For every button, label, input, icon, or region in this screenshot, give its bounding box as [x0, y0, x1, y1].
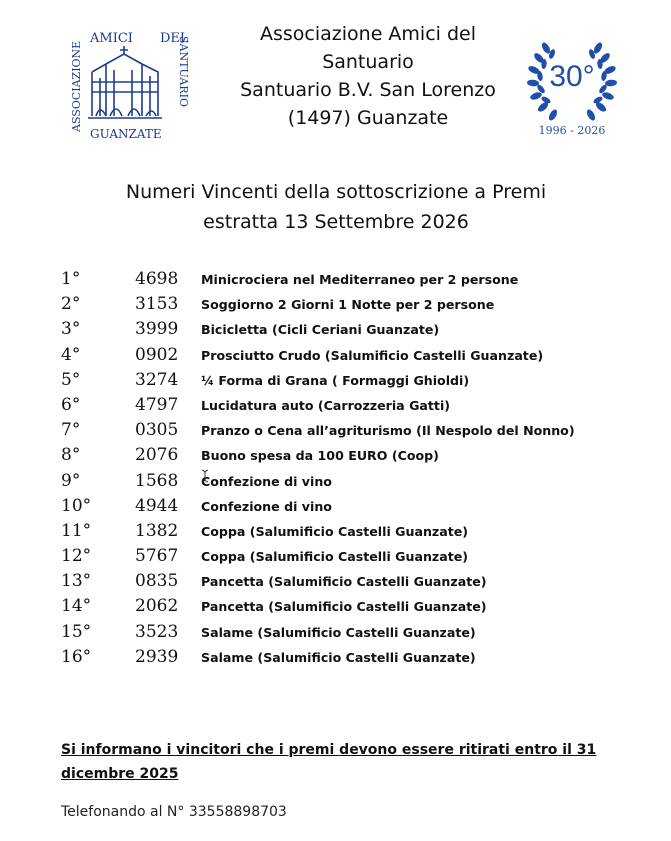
text-cursor-icon: [201, 469, 209, 483]
prize-row: [61, 368, 641, 393]
anniversary-logo: [524, 28, 620, 140]
prize-description: Salame (Salumificio Castelli Guanzate): [201, 649, 476, 665]
collection-notice: Si informano i vincitori che i premi devono essere ritirati entro il 31 dicembre 2025: [61, 742, 597, 782]
prize-rank: 3°: [61, 319, 81, 340]
prize-description: Confezione di vino: [201, 498, 332, 514]
prize-description: Coppa (Salumificio Castelli Guanzate): [201, 549, 469, 565]
prize-row: [61, 343, 641, 368]
prize-row: [61, 620, 641, 645]
prize-description: Pancetta (Salumificio Castelli Guanzate): [201, 599, 487, 615]
winning-number: 3523: [135, 621, 179, 642]
winning-number: 4797: [135, 394, 179, 415]
prize-row: [61, 645, 641, 670]
prize-rank: 1°: [61, 269, 81, 289]
prize-description: Confezione di vino: [201, 473, 332, 489]
winning-number: 2076: [135, 445, 179, 466]
prize-rank: 2°: [61, 294, 81, 315]
winning-number: 2939: [135, 646, 179, 667]
winning-number: 1382: [135, 520, 179, 541]
prize-row: [61, 544, 641, 569]
org-line-3: Santuario B.V. San Lorenzo: [240, 79, 496, 101]
winning-number: 4944: [135, 495, 179, 516]
draw-heading: [60, 177, 612, 237]
logo-top-left: AMICI: [90, 31, 133, 46]
prize-rank: 8°: [61, 445, 81, 466]
logo-arc-right: SANTUARIO: [177, 36, 190, 107]
winning-number: 3274: [135, 369, 179, 390]
prize-rank: 11°: [61, 520, 92, 541]
prize-description: Pranzo o Cena all’agriturismo (Il Nespolo del Nonno): [201, 423, 575, 439]
prize-description: Soggiorno 2 Giorni 1 Notte per 2 persone: [201, 297, 495, 313]
anniversary-number: 30°: [549, 60, 595, 93]
prize-description: Prosciutto Crudo (Salumificio Castelli Guanzate): [201, 347, 544, 363]
prize-description: Lucidatura auto (Carrozzeria Gatti): [201, 397, 451, 413]
prize-rank: 5°: [61, 369, 81, 390]
prize-row: [61, 317, 641, 342]
heading-line-2: estratta 13 Settembre 2026: [203, 211, 469, 233]
winning-number: 5767: [135, 546, 179, 567]
prize-description: Buono spesa da 100 EURO (Coop): [201, 448, 439, 464]
prize-rank: 16°: [61, 646, 92, 667]
prize-description: Minicrociera nel Mediterraneo per 2 persone: [201, 272, 519, 287]
prize-rank: 9°: [61, 470, 81, 491]
logo-bottom: GUANZATE: [90, 127, 162, 141]
prize-description: Coppa (Salumificio Castelli Guanzate): [201, 523, 469, 539]
prize-row: [61, 469, 641, 494]
winning-number: 0835: [135, 571, 179, 592]
prize-rank: 14°: [61, 596, 92, 617]
prize-rank: 7°: [61, 420, 81, 441]
org-line-2: Santuario: [322, 51, 414, 73]
winning-number: 2062: [135, 596, 179, 617]
org-line-1: Associazione Amici del: [259, 23, 476, 45]
prize-row: [61, 494, 641, 519]
prize-row: [61, 519, 641, 544]
association-logo: [62, 20, 190, 142]
winning-number: 3999: [135, 319, 179, 340]
phone-contact: Telefonando al N° 33558898703: [61, 804, 287, 820]
prize-row: [61, 292, 641, 317]
logo-arc-left: ASSOCIAZIONE: [70, 40, 83, 132]
prize-description: Pancetta (Salumificio Castelli Guanzate): [201, 574, 487, 590]
prize-row: [61, 418, 641, 443]
winning-number: 4698: [135, 269, 179, 289]
anniversary-years: 1996 - 2026: [538, 124, 606, 137]
prize-row: [61, 594, 641, 619]
prize-rank: 4°: [61, 344, 81, 365]
winning-number: 0305: [135, 420, 179, 441]
prize-description: Salame (Salumificio Castelli Guanzate): [201, 624, 476, 640]
prize-rank: 13°: [61, 571, 92, 592]
winning-number: 3153: [135, 294, 179, 315]
prize-description: Bicicletta (Cicli Ceriani Guanzate): [201, 322, 440, 338]
org-line-4: (1497) Guanzate: [287, 107, 449, 129]
prize-rank: 10°: [61, 495, 92, 516]
prize-row: [61, 393, 641, 418]
prize-row: [61, 569, 641, 594]
prize-rank: 12°: [61, 546, 92, 567]
organization-title: [218, 20, 518, 132]
prize-description: ¼ Forma di Grana ( Formaggi Ghioldi): [201, 372, 470, 388]
winning-number: 0902: [135, 344, 179, 365]
prize-list: [61, 267, 641, 670]
prize-row: [61, 443, 641, 468]
prize-rank: 6°: [61, 394, 81, 415]
winning-number: 1568: [135, 470, 179, 491]
heading-line-1: Numeri Vincenti della sottoscrizione a Premi: [125, 181, 547, 203]
logo-top-right: DEL: [160, 31, 189, 46]
prize-row: [61, 267, 641, 292]
prize-rank: 15°: [61, 621, 92, 642]
